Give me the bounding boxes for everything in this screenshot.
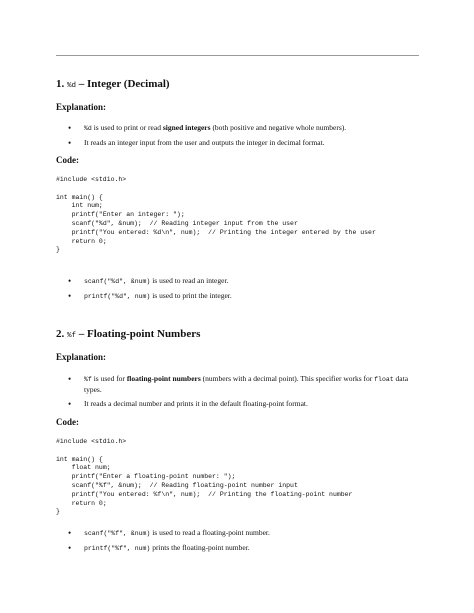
section-number: 2.: [56, 328, 65, 340]
explanation-list: [56, 123, 419, 152]
list-item: • printf("%d", num) is used to print the integer.: [56, 291, 419, 302]
section-title: – Integer (Decimal): [78, 78, 170, 90]
list-item: • It reads an integer input from the user and outputs the integer in decimal format.: [56, 138, 419, 148]
notes-list: [56, 528, 419, 558]
code-block: #include <stdio.h> int main() { int num; printf("Enter an integer: "); scanf("%d", &num); // Reading integer input from the user printf("You entered: %d\n", num); // Printing the integer entered by the user return 0; }: [56, 176, 376, 254]
format-specifier: %d: [67, 82, 77, 90]
list-item: • %f is used for floating-point numbers (numbers with a decimal point). This specifier works for float data types.: [56, 374, 419, 395]
section-number: 1.: [56, 78, 65, 90]
format-specifier: %f: [67, 332, 77, 340]
list-item: • printf("%f", num) prints the floating-point number.: [56, 543, 419, 554]
explanation-label: Explanation:: [56, 352, 107, 362]
explanation-label: Explanation:: [56, 102, 107, 112]
explanation-list: [56, 374, 419, 413]
section-title: – Floating-point Numbers: [78, 328, 201, 340]
section-2-heading: [56, 328, 200, 340]
code-block: #include <stdio.h> int main() { float num; printf("Enter a floating-point number: "); scanf("%f", &num); // Reading floating-point number input printf("You entered: %f\n", num); // Printing the floating-point number return 0; }: [56, 438, 353, 516]
code-label: Code:: [56, 155, 79, 165]
list-item: • scanf("%f", &num) is used to read a floating-point number.: [56, 528, 419, 539]
top-divider: [56, 55, 419, 56]
section-1-heading: [56, 78, 170, 90]
list-item: • scanf("%d", &num) is used to read an integer.: [56, 276, 419, 287]
notes-list: [56, 276, 419, 306]
code-label: Code:: [56, 417, 79, 427]
list-item: • %d is used to print or read signed integers (both positive and negative whole numbers).: [56, 123, 419, 134]
list-item: • It reads a decimal number and prints it in the default floating-point format.: [56, 399, 419, 409]
